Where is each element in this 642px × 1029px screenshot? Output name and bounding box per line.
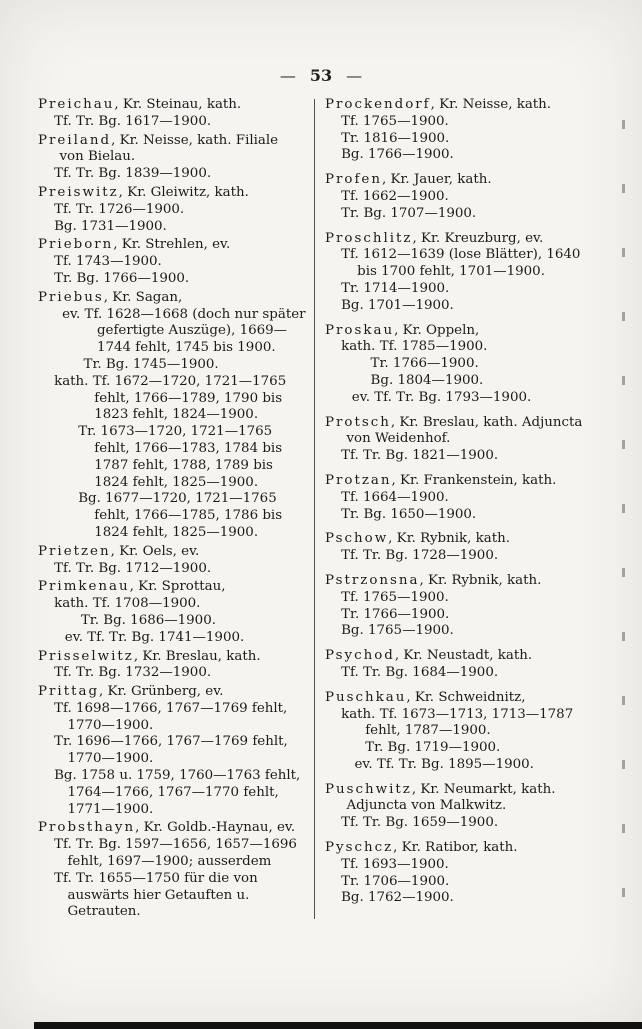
entry-place-name: Pyschcz — [325, 840, 394, 856]
entry-heading-rest: , Kr. Kreuzburg, ev. — [412, 230, 544, 246]
entry — [38, 185, 306, 235]
record-line: Tf. 1664—1900. — [341, 489, 449, 505]
entry-place-name: Probsthayn — [38, 820, 136, 836]
entry-heading-rest: , Kr. Oppeln, — [394, 322, 480, 338]
record-line: Tf. 1612—1639 (lose Blätter), 1640 bis 1700 fehlt, 1701—1900. — [341, 247, 581, 280]
entry-place-name: Protzan — [325, 472, 392, 488]
entry — [325, 473, 593, 523]
entry-heading-rest: , Kr. Jauer, kath. — [381, 172, 492, 188]
entry-heading — [325, 648, 593, 665]
record-line: Tr. Bg. 1650—1900. — [341, 506, 477, 522]
entry-place-name: Primkenau — [38, 579, 130, 595]
record-line: Bg. 1731—1900. — [54, 218, 167, 234]
entry-heading — [325, 172, 593, 189]
entry-heading — [38, 97, 306, 114]
entry — [38, 237, 306, 287]
entry-heading-rest: , Kr. Schweidnitz, — [406, 689, 526, 705]
record-line: Tf. Tr. Bg. 1597—1656, 1657—1696 fehlt, 1697—1900; ausserdem — [54, 837, 297, 870]
scan-bottom-bar — [34, 1022, 642, 1029]
entry-heading-rest: , Kr. Grünberg, ev. — [99, 684, 224, 700]
entry — [38, 290, 306, 542]
entry-heading-rest: , Kr. Breslau, kath. Adjuncta von Weidenhof. — [346, 414, 583, 447]
entry — [325, 573, 593, 640]
entry-heading — [325, 840, 593, 857]
record-line: Bg. 1765—1900. — [341, 623, 454, 639]
left-column — [38, 97, 306, 923]
entry-place-name: Prieborn — [38, 237, 114, 253]
entry-heading — [325, 573, 593, 590]
entry-heading — [38, 820, 306, 837]
right-column — [325, 97, 593, 923]
page-number: 53 — [309, 66, 333, 85]
entry-heading — [325, 415, 593, 449]
scan-edge-artifacts — [622, 120, 625, 934]
record-line: ev. Tf. Tr. Bg. 1793—1900. — [351, 389, 532, 405]
entry-heading — [325, 531, 593, 548]
entry-heading-rest: , Kr. Steinau, kath. — [114, 97, 242, 112]
entry-place-name: Puschkau — [325, 689, 407, 705]
entry-heading-rest: , Kr. Sprottau, — [129, 579, 226, 595]
record-line: ev. Tf. 1628—1668 (doch nur später gefertigte Auszüge), 1669—1744 fehlt, 1745 bis 1900. — [62, 306, 306, 356]
record-line: ev. Tf. Tr. Bg. 1895—1900. — [354, 756, 534, 772]
entry — [325, 172, 593, 222]
record-line: Tr. 1673—1720, 1721—1765 fehlt, 1766—1783, 1784 bis 1787 fehlt, 1788, 1789 bis 1824 fehlt, 1825—1900. — [78, 424, 283, 490]
entry-heading — [38, 544, 306, 561]
record-line: Tr. Bg. 1686—1900. — [80, 612, 216, 628]
entry-heading — [38, 290, 306, 307]
record-line: Tf. Tr. Bg. 1617—1900. — [54, 113, 212, 129]
record-line: Tr. Bg. 1707—1900. — [341, 205, 477, 221]
record-line: kath. Tf. 1672—1720, 1721—1765 fehlt, 1766—1789, 1790 bis 1823 fehlt, 1824—1900. — [54, 373, 287, 423]
record-line: Tf. Tr. Bg. 1712—1900. — [54, 560, 212, 576]
record-line: kath. Tf. 1673—1713, 1713—1787 fehlt, 1787—1900. — [341, 706, 574, 739]
entry-place-name: Pschow — [325, 531, 389, 547]
entry-heading-rest: , Kr. Sagan, — [103, 289, 183, 305]
entry-heading-rest: , Kr. Neisse, kath. — [430, 97, 552, 112]
entry-heading — [325, 323, 593, 340]
entry-heading — [38, 684, 306, 701]
entry-place-name: Profen — [325, 172, 382, 188]
entry — [325, 415, 593, 465]
record-line: Tr. 1714—1900. — [341, 280, 450, 296]
record-line: Tr. Bg. 1719—1900. — [365, 740, 501, 756]
record-line: Tr. Bg. 1766—1900. — [54, 270, 190, 286]
entry-heading — [38, 185, 306, 202]
entry — [325, 231, 593, 315]
entry-heading-rest: , Kr. Gleiwitz, kath. — [118, 184, 249, 200]
entry-place-name: Puschwitz — [325, 781, 412, 797]
record-line: Bg. 1766—1900. — [341, 147, 454, 163]
entry-heading — [325, 782, 593, 816]
entry — [38, 820, 306, 921]
entry-heading-rest: , Kr. Neustadt, kath. — [394, 648, 533, 664]
entry-place-name: Preiland — [38, 132, 112, 148]
record-line: ev. Tf. Tr. Bg. 1741—1900. — [64, 629, 245, 645]
entry-heading — [325, 231, 593, 248]
entry-heading-rest: , Kr. Oels, ev. — [110, 543, 200, 559]
two-column-text-block — [0, 97, 642, 923]
record-line: Tf. 1765—1900. — [341, 113, 449, 129]
entry — [38, 97, 306, 131]
record-line: Tf. 1743—1900. — [54, 254, 162, 270]
entry-place-name: Pstrzonsna — [325, 572, 420, 588]
entry-heading-rest: , Kr. Frankenstein, kath. — [391, 472, 557, 488]
entry — [38, 649, 306, 683]
entry-heading-rest: , Kr. Rybnik, kath. — [388, 531, 511, 547]
record-line: Tf. Tr. Bg. 1659—1900. — [341, 815, 499, 831]
entry-place-name: Prockendorf — [325, 97, 431, 112]
column-divider-rule — [314, 99, 315, 919]
entry — [325, 782, 593, 832]
entry-heading-rest: , Kr. Neumarkt, kath. Adjuncta von Malkwitz. — [346, 781, 556, 814]
entry-heading — [325, 473, 593, 490]
record-line: Tf. 1698—1766, 1767—1769 fehlt, 1770—1900. — [54, 700, 288, 733]
entry — [325, 531, 593, 565]
entry — [38, 579, 306, 646]
entry — [325, 323, 593, 407]
record-line: Tr. Bg. 1745—1900. — [83, 356, 219, 372]
record-line: Bg. 1762—1900. — [341, 890, 454, 906]
record-line: Tf. 1693—1900. — [341, 856, 449, 872]
record-line: Tf. Tr. Bg. 1684—1900. — [341, 664, 499, 680]
header-dash-right: — — [346, 66, 363, 85]
entry-place-name: Priebus — [38, 289, 104, 305]
page-header — [0, 66, 642, 85]
record-line: Tf. Tr. Bg. 1728—1900. — [341, 548, 499, 564]
entry — [38, 133, 306, 183]
entry — [325, 840, 593, 907]
entry-heading-rest: , Kr. Ratibor, kath. — [393, 840, 518, 856]
header-dash-left: — — [279, 66, 296, 85]
record-line: Tf. Tr. Bg. 1821—1900. — [341, 448, 499, 464]
entry — [325, 648, 593, 682]
record-line: Bg. 1804—1900. — [370, 372, 484, 388]
entry — [38, 544, 306, 578]
entry-heading — [38, 133, 306, 167]
entry-place-name: Preichau — [38, 97, 115, 112]
record-line: Bg. 1701—1900. — [341, 297, 454, 313]
entry-place-name: Prietzen — [38, 543, 111, 559]
entry — [325, 690, 593, 774]
record-line: kath. Tf. 1708—1900. — [54, 596, 201, 612]
entry-place-name: Prisselwitz — [38, 648, 134, 664]
entry-heading — [38, 579, 306, 596]
entry-heading-rest: , Kr. Breslau, kath. — [133, 648, 261, 664]
entry-heading-rest: , Kr. Goldb.-Haynau, ev. — [135, 820, 296, 836]
record-line: Tf. Tr. 1726—1900. — [54, 201, 185, 217]
entry-place-name: Psychod — [325, 648, 395, 664]
entry-heading — [38, 649, 306, 666]
record-line: Bg. 1677—1720, 1721—1765 fehlt, 1766—1785, 1786 bis 1824 fehlt, 1825—1900. — [78, 491, 283, 540]
record-line: Tr. 1696—1766, 1767—1769 fehlt, 1770—1900. — [54, 734, 288, 767]
entry-heading-rest: , Kr. Strehlen, ev. — [113, 237, 231, 253]
entry-heading-rest: , Kr. Neisse, kath. Filiale von Bielau. — [59, 132, 279, 165]
record-line: Bg. 1758 u. 1759, 1760—1763 fehlt, 1764—1766, 1767—1770 fehlt, 1771—1900. — [54, 768, 301, 817]
record-line: Tr. 1706—1900. — [341, 873, 450, 889]
record-line: Tf. Tr. 1655—1750 für die von auswärts hier Getauften u. Getrauten. — [54, 870, 258, 920]
record-line: Tr. 1766—1900. — [370, 356, 479, 372]
entry-place-name: Preiswitz — [38, 184, 119, 200]
entry-heading — [38, 237, 306, 254]
entry — [325, 97, 593, 164]
entry-place-name: Proschlitz — [325, 230, 413, 246]
record-line: Tf. 1765—1900. — [341, 589, 449, 605]
entry-heading — [325, 97, 593, 114]
entry-heading-rest: , Kr. Rybnik, kath. — [419, 572, 542, 588]
entry — [38, 684, 306, 818]
entry-place-name: Prittag — [38, 684, 100, 700]
entry-heading — [325, 690, 593, 707]
record-line: Tf. 1662—1900. — [341, 188, 449, 204]
record-line: kath. Tf. 1785—1900. — [341, 339, 488, 355]
record-line: Tr. 1816—1900. — [341, 130, 450, 146]
record-line: Tf. Tr. Bg. 1732—1900. — [54, 665, 212, 681]
entry-place-name: Proskau — [325, 322, 395, 338]
record-line: Tr. 1766—1900. — [341, 606, 450, 622]
entry-place-name: Protsch — [325, 414, 391, 430]
record-line: Tf. Tr. Bg. 1839—1900. — [54, 166, 212, 182]
